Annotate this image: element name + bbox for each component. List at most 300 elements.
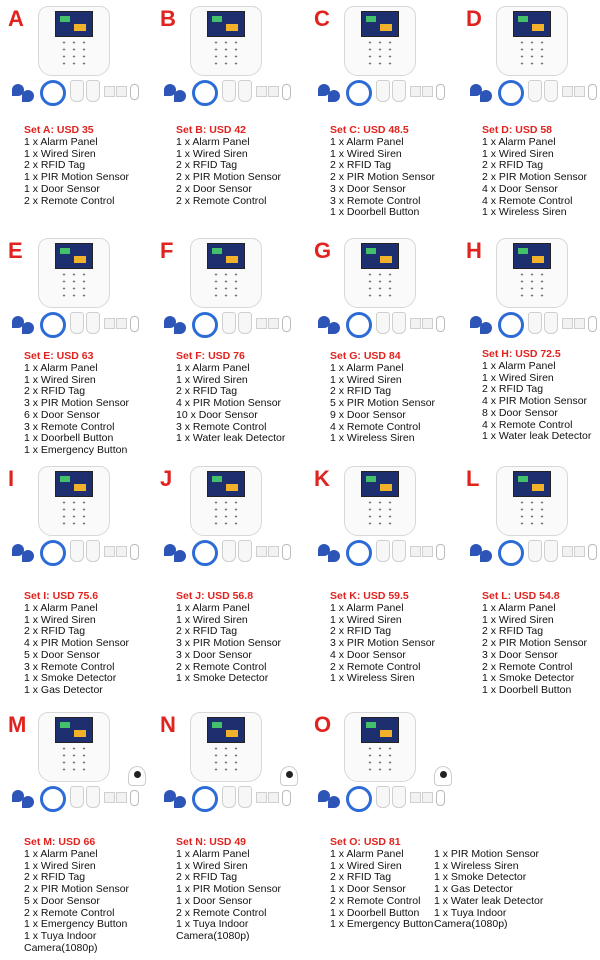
set-letter: B: [160, 6, 176, 31]
rfid-tag-icon: [480, 90, 492, 102]
rfid-tag-icon: [22, 322, 34, 334]
set-item: 1 x Wired Siren: [24, 859, 96, 872]
set-letter: J: [160, 466, 173, 491]
door-sensor-icon: [104, 86, 115, 97]
set-item: 1 x Door Sensor: [330, 883, 406, 896]
set-items: [24, 137, 129, 207]
rfid-tag-icon: [22, 796, 34, 808]
panel-keypad: [59, 499, 89, 527]
set-item: 2 x PIR Motion Sensor: [176, 171, 282, 184]
pir-sensor-icon: [238, 786, 252, 808]
panel-keypad: [517, 39, 547, 67]
pir-sensor-icon: [222, 80, 236, 102]
remote-control-icon: [130, 316, 139, 332]
set-item: 1 x Smoke Detector: [434, 871, 527, 884]
pir-sensor-icon: [376, 540, 390, 562]
pir-sensor-icon: [392, 80, 406, 102]
set-item: 1 x Wired Siren: [482, 613, 554, 626]
panel-screen: [361, 717, 399, 743]
set-item: 3 x Door Sensor: [176, 648, 252, 661]
set-item: 2 x Remote Control: [176, 660, 267, 673]
set-item: 2 x RFID Tag: [330, 159, 392, 172]
rfid-tag-icon: [328, 550, 340, 562]
pir-sensor-icon: [70, 786, 84, 808]
pir-sensor-icon: [222, 540, 236, 562]
set-cell-g: [306, 232, 456, 460]
set-item: 3 x Door Sensor: [330, 182, 406, 195]
set-item: 1 x Wired Siren: [176, 147, 248, 160]
set-item: 1 x Emergency Button: [24, 443, 128, 456]
rfid-tag-icon: [480, 322, 492, 334]
set-item: 1 x Wired Siren: [330, 613, 402, 626]
rfid-tag-icon: [22, 550, 34, 562]
panel-screen: [207, 471, 245, 497]
set-items: [176, 849, 281, 943]
panel-screen: [207, 717, 245, 743]
siren-icon: [192, 786, 218, 812]
pir-sensor-icon: [70, 80, 84, 102]
alarm-panel-image: [496, 238, 568, 308]
set-cell-d: [458, 0, 600, 232]
door-sensor-icon: [116, 86, 127, 97]
set-item: 1 x Alarm Panel: [482, 602, 556, 614]
pir-sensor-icon: [376, 786, 390, 808]
panel-keypad: [517, 271, 547, 299]
set-item: 1 x Tuya Indoor: [24, 929, 97, 942]
set-item: 1 x Wired Siren: [482, 371, 554, 384]
set-item: 1 x Wired Siren: [330, 859, 402, 872]
set-letter: G: [314, 238, 332, 263]
alarm-panel-image: [496, 6, 568, 76]
set-letter: E: [8, 238, 23, 263]
panel-screen: [55, 471, 93, 497]
siren-icon: [40, 80, 66, 106]
door-sensor-icon: [410, 546, 421, 557]
set-item: 1 x Doorbell Button: [330, 906, 420, 919]
set-item: 1 x Alarm Panel: [24, 136, 98, 148]
alarm-panel-image: [190, 466, 262, 536]
set-item: 3 x Remote Control: [330, 194, 421, 207]
set-items: [482, 137, 587, 219]
set-items: [330, 603, 435, 685]
set-title: Set K: USD 59.5: [330, 590, 409, 602]
set-items: [330, 363, 435, 445]
set-cell-b: [152, 0, 302, 232]
door-sensor-icon: [104, 318, 115, 329]
set-item: 1 x Alarm Panel: [24, 602, 98, 614]
set-item: 3 x PIR Motion Sensor: [330, 637, 436, 650]
alarm-panel-image: [38, 6, 110, 76]
set-item: 5 x PIR Motion Sensor: [330, 397, 436, 410]
set-item: 1 x Wireless Siren: [434, 859, 519, 872]
alarm-panel-image: [38, 466, 110, 536]
set-cell-k: [306, 460, 456, 706]
set-item: 3 x Remote Control: [24, 660, 115, 673]
set-item: 2 x Door Sensor: [176, 182, 252, 195]
door-sensor-icon: [104, 792, 115, 803]
set-item: 2 x PIR Motion Sensor: [482, 171, 588, 184]
door-sensor-icon: [422, 792, 433, 803]
set-item: 9 x Door Sensor: [330, 408, 406, 421]
rfid-tag-icon: [480, 550, 492, 562]
pir-sensor-icon: [376, 80, 390, 102]
door-sensor-icon: [562, 546, 573, 557]
set-item: 2 x RFID Tag: [24, 385, 86, 398]
set-item: 2 x Remote Control: [482, 660, 573, 673]
set-title: Set B: USD 42: [176, 124, 247, 136]
set-item: 1 x Wired Siren: [176, 859, 248, 872]
pir-sensor-icon: [222, 786, 236, 808]
set-title: Set N: USD 49: [176, 836, 247, 848]
pir-sensor-icon: [544, 540, 558, 562]
set-item: 5 x Door Sensor: [24, 894, 100, 907]
panel-keypad: [211, 39, 241, 67]
panel-screen: [55, 11, 93, 37]
door-sensor-icon: [574, 86, 585, 97]
set-items: [176, 363, 285, 445]
set-item: 1 x Emergency Button: [330, 918, 434, 931]
door-sensor-icon: [410, 86, 421, 97]
set-item: 4 x Remote Control: [482, 194, 573, 207]
set-item: 1 x Wired Siren: [176, 613, 248, 626]
door-sensor-icon: [116, 792, 127, 803]
set-item: 1 x Gas Detector: [434, 883, 513, 896]
set-cell-o: [306, 706, 544, 960]
panel-keypad: [365, 499, 395, 527]
set-item: 2 x RFID Tag: [482, 159, 544, 172]
siren-icon: [192, 540, 218, 566]
door-sensor-icon: [256, 546, 267, 557]
panel-keypad: [517, 499, 547, 527]
panel-screen: [513, 243, 551, 269]
set-item: 1 x Alarm Panel: [24, 362, 98, 374]
alarm-panel-image: [344, 466, 416, 536]
set-items: [330, 137, 435, 219]
set-item: 1 x Wireless Siren: [330, 432, 415, 445]
pir-sensor-icon: [528, 80, 542, 102]
door-sensor-icon: [116, 318, 127, 329]
panel-keypad: [59, 39, 89, 67]
door-sensor-icon: [116, 546, 127, 557]
remote-control-icon: [436, 84, 445, 100]
set-letter: D: [466, 6, 482, 31]
set-item: 1 x Wired Siren: [176, 373, 248, 386]
set-item: 1 x Wireless Siren: [330, 672, 415, 685]
set-title: Set F: USD 76: [176, 350, 245, 362]
set-item: 3 x Door Sensor: [482, 648, 558, 661]
set-title: Set M: USD 66: [24, 836, 96, 848]
set-cell-n: [152, 706, 302, 960]
set-items: [176, 137, 281, 207]
set-item: 1 x Water leak Detector: [176, 432, 286, 445]
door-sensor-icon: [104, 546, 115, 557]
set-item: 2 x RFID Tag: [330, 871, 392, 884]
door-sensor-icon: [574, 546, 585, 557]
alarm-panel-image: [190, 238, 262, 308]
siren-icon: [40, 312, 66, 338]
siren-icon: [346, 312, 372, 338]
door-sensor-icon: [256, 86, 267, 97]
set-title: Set C: USD 48.5: [330, 124, 409, 136]
door-sensor-icon: [268, 546, 279, 557]
set-item: 1 x Wired Siren: [330, 147, 402, 160]
set-item: 5 x Door Sensor: [24, 648, 100, 661]
alarm-panel-image: [344, 712, 416, 782]
alarm-panel-image: [190, 6, 262, 76]
pir-sensor-icon: [86, 786, 100, 808]
set-item: 1 x Alarm Panel: [330, 362, 404, 374]
set-item: 2 x Remote Control: [24, 906, 115, 919]
panel-keypad: [365, 745, 395, 773]
set-item: 1 x Water leak Detector: [434, 894, 544, 907]
set-item: 2 x PIR Motion Sensor: [330, 171, 436, 184]
set-title: Set A: USD 35: [24, 124, 94, 136]
siren-icon: [192, 312, 218, 338]
panel-screen: [55, 243, 93, 269]
pir-sensor-icon: [392, 540, 406, 562]
set-item: 1 x Smoke Detector: [24, 672, 117, 685]
set-item: 2 x RFID Tag: [330, 385, 392, 398]
set-item: 1 x Water leak Detector: [482, 430, 592, 443]
door-sensor-icon: [422, 546, 433, 557]
set-letter: M: [8, 712, 27, 737]
set-item: 4 x PIR Motion Sensor: [482, 395, 588, 408]
set-item: 1 x Alarm Panel: [330, 136, 404, 148]
panel-keypad: [59, 271, 89, 299]
set-cell-i: [0, 460, 150, 706]
set-item: 2 x RFID Tag: [482, 625, 544, 638]
door-sensor-icon: [256, 318, 267, 329]
set-item: 2 x RFID Tag: [482, 383, 544, 396]
set-item: 2 x RFID Tag: [176, 385, 238, 398]
rfid-tag-icon: [328, 90, 340, 102]
door-sensor-icon: [422, 318, 433, 329]
panel-screen: [207, 243, 245, 269]
alarm-panel-image: [344, 6, 416, 76]
set-title: Set O: USD 81: [330, 836, 401, 848]
pir-sensor-icon: [238, 80, 252, 102]
panel-keypad: [365, 271, 395, 299]
siren-icon: [192, 80, 218, 106]
set-item: 6 x Door Sensor: [24, 408, 100, 421]
set-title: Set I: USD 75.6: [24, 590, 99, 602]
set-item: 1 x Alarm Panel: [176, 136, 250, 148]
panel-screen: [361, 11, 399, 37]
set-item: 2 x PIR Motion Sensor: [482, 637, 588, 650]
rfid-tag-icon: [174, 322, 186, 334]
set-item: 1 x Door Sensor: [176, 894, 252, 907]
siren-icon: [40, 540, 66, 566]
set-item: 1 x Emergency Button: [24, 918, 128, 931]
door-sensor-icon: [410, 792, 421, 803]
door-sensor-icon: [268, 86, 279, 97]
remote-control-icon: [282, 316, 291, 332]
alarm-panel-image: [496, 466, 568, 536]
set-cell-f: [152, 232, 302, 460]
remote-control-icon: [588, 84, 597, 100]
pir-sensor-icon: [222, 312, 236, 334]
set-item: 4 x Door Sensor: [330, 648, 406, 661]
set-item: 1 x PIR Motion Sensor: [434, 848, 540, 860]
pir-sensor-icon: [392, 786, 406, 808]
alarm-panel-image: [190, 712, 262, 782]
set-item: Camera(1080p): [24, 941, 98, 954]
set-items: [176, 603, 281, 685]
set-item: 1 x Wired Siren: [24, 147, 96, 160]
set-item: 1 x Alarm Panel: [176, 848, 250, 860]
set-title: Set L: USD 54.8: [482, 590, 560, 602]
pir-sensor-icon: [528, 312, 542, 334]
set-cell-e: [0, 232, 150, 460]
set-items-extra: [434, 849, 543, 931]
remote-control-icon: [282, 84, 291, 100]
set-item: Camera(1080p): [434, 918, 508, 931]
set-item: 2 x RFID Tag: [24, 159, 86, 172]
set-item: 1 x Alarm Panel: [24, 848, 98, 860]
rfid-tag-icon: [22, 90, 34, 102]
set-item: 2 x RFID Tag: [24, 871, 86, 884]
set-item: 2 x PIR Motion Sensor: [24, 883, 130, 896]
panel-screen: [55, 717, 93, 743]
set-item: 1 x Gas Detector: [24, 683, 103, 696]
remote-control-icon: [588, 544, 597, 560]
pir-sensor-icon: [528, 540, 542, 562]
alarm-panel-image: [38, 712, 110, 782]
siren-icon: [40, 786, 66, 812]
set-item: 2 x RFID Tag: [176, 871, 238, 884]
pir-sensor-icon: [86, 540, 100, 562]
remote-control-icon: [130, 544, 139, 560]
siren-icon: [498, 312, 524, 338]
set-item: Camera(1080p): [176, 929, 250, 942]
set-items: [330, 849, 433, 931]
set-letter: A: [8, 6, 24, 31]
set-item: 1 x Alarm Panel: [330, 602, 404, 614]
set-item: 1 x Doorbell Button: [330, 206, 420, 219]
panel-screen: [513, 471, 551, 497]
set-item: 1 x Alarm Panel: [330, 848, 404, 860]
set-item: 1 x Tuya Indoor: [434, 906, 507, 919]
pir-sensor-icon: [376, 312, 390, 334]
set-item: 3 x Remote Control: [24, 420, 115, 433]
set-item: 4 x Door Sensor: [482, 182, 558, 195]
set-item: 4 x Remote Control: [330, 420, 421, 433]
rfid-tag-icon: [174, 550, 186, 562]
siren-icon: [498, 80, 524, 106]
set-item: 1 x Wired Siren: [330, 373, 402, 386]
set-items: [482, 361, 591, 443]
set-item: 1 x Door Sensor: [24, 182, 100, 195]
set-item: 4 x PIR Motion Sensor: [176, 397, 282, 410]
door-sensor-icon: [574, 318, 585, 329]
panel-keypad: [211, 499, 241, 527]
door-sensor-icon: [256, 792, 267, 803]
pir-sensor-icon: [70, 540, 84, 562]
pir-sensor-icon: [544, 312, 558, 334]
remote-control-icon: [436, 316, 445, 332]
siren-icon: [498, 540, 524, 566]
set-item: 2 x RFID Tag: [24, 625, 86, 638]
panel-keypad: [211, 745, 241, 773]
set-item: 10 x Door Sensor: [176, 408, 258, 421]
set-item: 1 x Wireless Siren: [482, 206, 567, 219]
panel-screen: [361, 243, 399, 269]
set-letter: I: [8, 466, 15, 491]
panel-screen: [361, 471, 399, 497]
door-sensor-icon: [410, 318, 421, 329]
set-cell-l: [458, 460, 600, 706]
set-item: 3 x PIR Motion Sensor: [24, 397, 130, 410]
remote-control-icon: [282, 544, 291, 560]
siren-icon: [346, 786, 372, 812]
siren-icon: [346, 540, 372, 566]
set-item: 2 x RFID Tag: [176, 159, 238, 172]
set-letter: O: [314, 712, 332, 737]
set-item: 1 x Alarm Panel: [482, 136, 556, 148]
pir-sensor-icon: [238, 312, 252, 334]
set-items: [482, 603, 587, 697]
set-item: 1 x Wired Siren: [24, 373, 96, 386]
camera-icon: [280, 766, 298, 786]
set-item: 3 x PIR Motion Sensor: [176, 637, 282, 650]
set-item: 1 x Doorbell Button: [482, 683, 572, 696]
remote-control-icon: [436, 790, 445, 806]
remote-control-icon: [130, 790, 139, 806]
set-title: Set D: USD 58: [482, 124, 553, 136]
alarm-panel-image: [344, 238, 416, 308]
pir-sensor-icon: [86, 80, 100, 102]
set-items: [24, 603, 129, 697]
set-item: 2 x RFID Tag: [176, 625, 238, 638]
door-sensor-icon: [268, 318, 279, 329]
set-cell-m: [0, 706, 150, 960]
remote-control-icon: [282, 790, 291, 806]
set-letter: F: [160, 238, 174, 263]
set-cell-c: [306, 0, 456, 232]
set-letter: L: [466, 466, 480, 491]
set-item: 1 x Wired Siren: [482, 147, 554, 160]
set-item: 2 x Remote Control: [330, 660, 421, 673]
remote-control-icon: [130, 84, 139, 100]
pir-sensor-icon: [86, 312, 100, 334]
set-letter: N: [160, 712, 176, 737]
pir-sensor-icon: [544, 80, 558, 102]
door-sensor-icon: [562, 86, 573, 97]
set-title: Set G: USD 84: [330, 350, 401, 362]
set-item: 1 x Smoke Detector: [482, 672, 575, 685]
remote-control-icon: [588, 316, 597, 332]
set-item: 1 x Doorbell Button: [24, 432, 114, 445]
set-item: 2 x Remote Control: [176, 906, 267, 919]
set-item: 1 x Alarm Panel: [176, 362, 250, 374]
set-item: 2 x RFID Tag: [330, 625, 392, 638]
set-item: 1 x Tuya Indoor: [176, 918, 249, 931]
rfid-tag-icon: [174, 796, 186, 808]
panel-screen: [513, 11, 551, 37]
set-item: 1 x PIR Motion Sensor: [24, 171, 130, 184]
set-item: 4 x Remote Control: [482, 418, 573, 431]
panel-keypad: [211, 271, 241, 299]
set-item: 1 x Alarm Panel: [482, 360, 556, 372]
set-title: Set E: USD 63: [24, 350, 94, 362]
door-sensor-icon: [268, 792, 279, 803]
set-item: 3 x Remote Control: [176, 420, 267, 433]
set-item: 8 x Door Sensor: [482, 406, 558, 419]
panel-keypad: [365, 39, 395, 67]
set-title: Set H: USD 72.5: [482, 348, 561, 360]
rfid-tag-icon: [328, 322, 340, 334]
set-title: Set J: USD 56.8: [176, 590, 254, 602]
